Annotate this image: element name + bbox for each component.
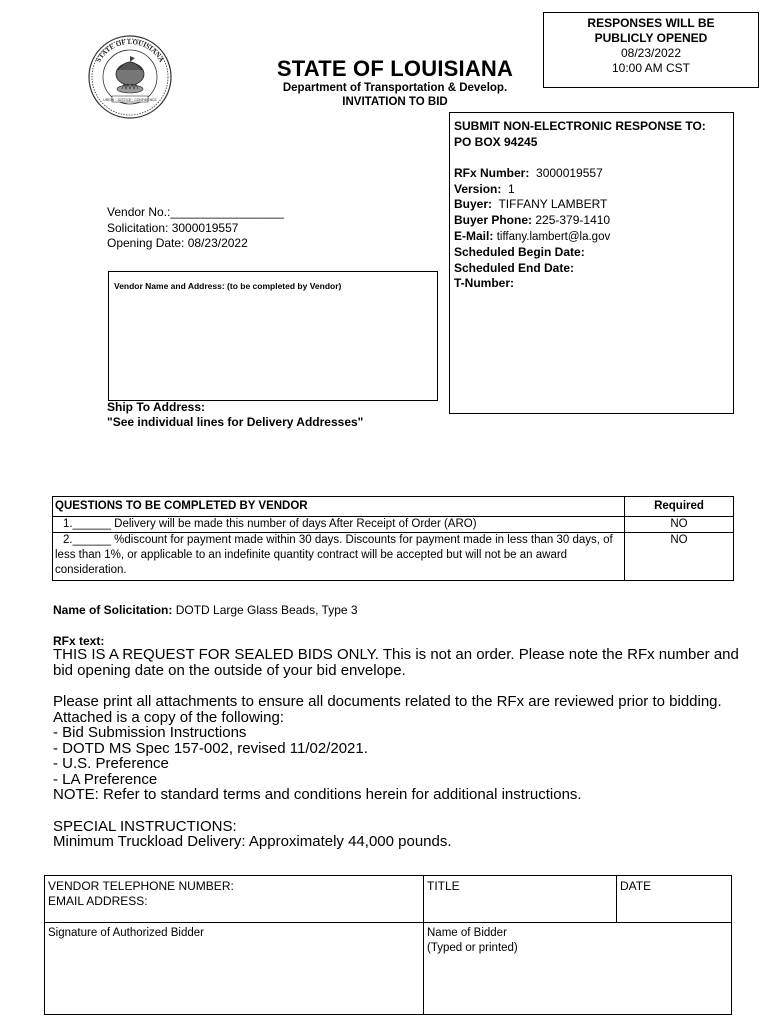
submit-heading: SUBMIT NON-ELECTRONIC RESPONSE TO:	[454, 119, 706, 133]
rfx-note: NOTE: Refer to standard terms and conditions herein for additional instructions.	[53, 786, 582, 803]
solicitation-number: Solicitation: 3000019557	[107, 220, 239, 235]
version-row	[454, 182, 729, 198]
question-1-required: NO	[625, 517, 734, 533]
email-value: tiffany.lambert@la.gov	[496, 230, 611, 243]
seal-text-bottom: UNION · JUSTICE · CONFIDENCE	[103, 97, 157, 102]
vendor-info	[107, 205, 284, 252]
rfx-number-value: 3000019557	[536, 166, 603, 181]
question-2-required: NO	[625, 533, 734, 581]
rfx-attachment-item: - DOTD MS Spec 157-002, revised 11/02/2021.	[53, 739, 368, 757]
email-label: E-Mail:	[454, 228, 494, 243]
responses-line-2: PUBLICLY OPENED	[594, 31, 708, 45]
questions-heading: QUESTIONS TO BE COMPLETED BY VENDOR	[53, 497, 625, 517]
vendor-name-address-box[interactable]	[108, 271, 438, 401]
version-label: Version:	[454, 181, 502, 196]
solicitation-name	[53, 603, 358, 617]
state-seal-logo	[82, 32, 178, 120]
ship-to-address	[107, 400, 363, 430]
rfx-attached-label: Attached is a copy of the following:	[53, 708, 284, 726]
special-instructions-label: SPECIAL INSTRUCTIONS:	[53, 817, 237, 835]
rfx-text-label: RFx text:	[53, 634, 105, 648]
opening-date: 08/23/2022	[620, 46, 682, 60]
rfx-number-row	[454, 166, 729, 182]
vendor-number-field[interactable]: Vendor No.:_________________	[107, 205, 284, 219]
svg-text:STATE OF LOUISIANA	[94, 38, 165, 64]
special-instructions-text: Minimum Truckload Delivery: Approximately 44,000 pounds.	[53, 833, 452, 850]
version-value: 1	[508, 181, 515, 196]
rfx-attachment-item: - LA Preference	[53, 770, 158, 788]
buyer-row	[454, 197, 729, 213]
bidder-signature-table	[44, 875, 732, 1015]
solicitation-name-label: Name of Solicitation:	[53, 603, 173, 617]
vendor-name-address-label: Vendor Name and Address: (to be completed by Vendor)	[114, 281, 342, 291]
buyer-phone-row	[454, 213, 729, 229]
document-title: STATE OF LOUISIANA	[276, 56, 514, 81]
bidder-name-cell[interactable]	[424, 923, 732, 1015]
seal-text-top: STATE OF LOUISIANA	[94, 38, 166, 64]
opening-date-text: Opening Date: 08/23/2022	[107, 236, 248, 250]
email-row	[454, 229, 729, 246]
buyer-value: TIFFANY LAMBERT	[498, 197, 608, 212]
rfx-text-body	[53, 647, 743, 850]
rfx-number-label: RFx Number:	[454, 166, 530, 181]
title-cell[interactable]	[424, 876, 617, 923]
solicitation-name-value: DOTD Large Glass Beads, Type 3	[175, 603, 358, 617]
table-row	[53, 533, 734, 581]
submit-response-box	[449, 112, 734, 414]
table-row	[45, 876, 732, 923]
date-label: DATE	[620, 879, 652, 893]
signature-cell[interactable]	[45, 923, 424, 1015]
opening-time: 10:00 AM CST	[611, 61, 691, 75]
signature-label: Signature of Authorized Bidder	[48, 927, 204, 939]
bidder-name-sub: (Typed or printed)	[427, 942, 518, 954]
scheduled-end-label: Scheduled End Date:	[454, 260, 575, 275]
vendor-questions-table	[52, 496, 734, 581]
rfx-attachment-item: - Bid Submission Instructions	[53, 724, 247, 741]
vendor-phone-label: VENDOR TELEPHONE NUMBER:	[48, 879, 234, 893]
vendor-contact-cell[interactable]	[45, 876, 424, 923]
table-row	[45, 923, 732, 1015]
title-label: TITLE	[427, 879, 460, 893]
table-row	[53, 517, 734, 533]
t-number-label: T-Number:	[454, 276, 514, 291]
vendor-email-label: EMAIL ADDRESS:	[48, 894, 148, 908]
ship-to-value: "See individual lines for Delivery Addresses"	[107, 415, 364, 429]
buyer-label: Buyer:	[454, 197, 493, 212]
rfx-attachment-item: - U.S. Preference	[53, 755, 169, 772]
po-box: PO BOX 94245	[454, 134, 538, 149]
date-cell[interactable]	[617, 876, 732, 923]
department-name: Department of Transportation & Develop.	[282, 82, 508, 94]
question-2-text[interactable]: 2.______ %discount for payment made within 30 days. Discounts for payment made in less than 30 days, of less than 1%, or applicable to an indefinite quantity contract will be accepted but will not be an award consideration.	[53, 533, 625, 581]
responses-line-1: RESPONSES WILL BE	[587, 16, 715, 30]
bidder-name-label: Name of Bidder	[427, 927, 507, 939]
document-type: INVITATION TO BID	[342, 96, 448, 108]
buyer-phone-label: Buyer Phone:	[454, 212, 533, 227]
table-header-row	[53, 497, 734, 517]
scheduled-begin-label: Scheduled Begin Date:	[454, 245, 585, 260]
required-heading: Required	[625, 497, 734, 517]
responses-opening-box	[543, 12, 759, 88]
question-1-text[interactable]: 1.______ Delivery will be made this number of days After Receipt of Order (ARO)	[53, 517, 625, 533]
rfx-print-note: Please print all attachments to ensure all documents related to the RFx are reviewed prior to bidding.	[53, 693, 722, 710]
ship-to-label: Ship To Address:	[107, 400, 206, 414]
buyer-phone-value: 225-379-1410	[535, 212, 611, 227]
rfx-paragraph-1: THIS IS A REQUEST FOR SEALED BIDS ONLY. This is not an order. Please note the RFx number and bid opening date on the outside of your bid envelope.	[53, 646, 739, 679]
